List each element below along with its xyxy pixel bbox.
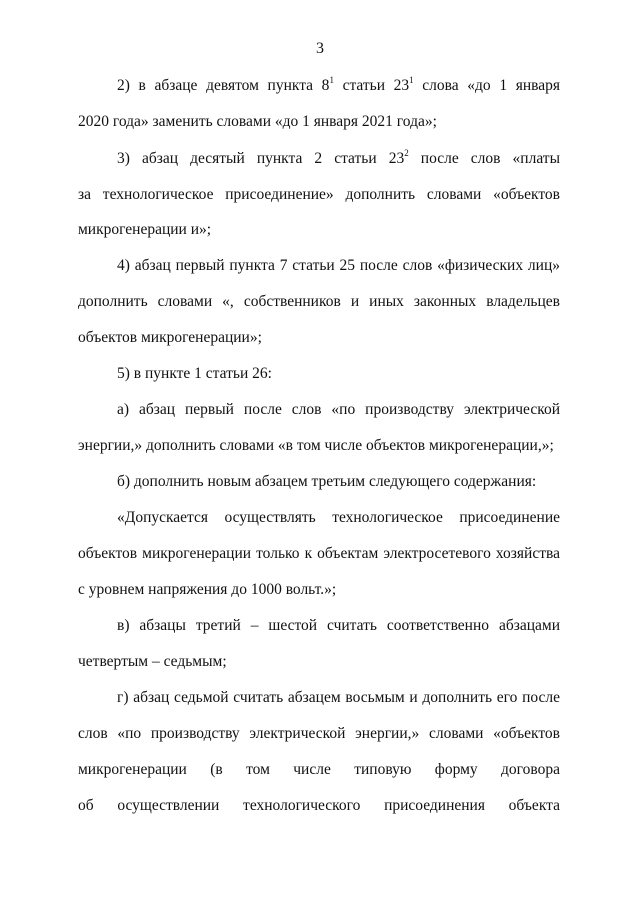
- text-line: дополнить словами «, собственников и иных законных владельцев: [78, 293, 560, 310]
- text-line: об осуществлении технологического присоединения объекта: [78, 797, 560, 814]
- text-line: 4) абзац первый пункта 7 статьи 25 после слов «физических лиц»: [117, 257, 560, 274]
- text-line: объектов микрогенерации только к объектам электросетевого хозяйства: [78, 545, 560, 562]
- text-line: а) абзац первый после слов «по производству электрической: [117, 401, 560, 418]
- text-line: четвертым – седьмым;: [78, 653, 227, 670]
- text-line: г) абзац седьмой считать абзацем восьмым и дополнить его после: [117, 689, 560, 706]
- text-line: 2) в абзаце девятом пункта $8^1$ статьи $23^1$ слова «до 1 января: [117, 76, 560, 94]
- text-line: объектов микрогенерации»;: [78, 329, 262, 346]
- text-line: слов «по производству электрической энергии,» словами «объектов: [78, 725, 560, 742]
- text-line: энергии,» дополнить словами «в том числе объектов микрогенерации,»;: [78, 437, 554, 454]
- text-line: б) дополнить новым абзацем третьим следующего содержания:: [117, 473, 537, 490]
- text-line: за технологическое присоединение» дополнить словами «объектов: [78, 186, 560, 203]
- text-line: в) абзацы третий – шестой считать соответственно абзацами: [117, 617, 560, 634]
- text-line: 2020 года» заменить словами «до 1 января 2021 года»;: [78, 113, 437, 130]
- text-line: 3) абзац десятый пункта 2 статьи $23^2$ после слов «платы: [117, 149, 560, 167]
- text-line: «Допускается осуществлять технологическое присоединение: [117, 509, 560, 526]
- text-line: с уровнем напряжения до 1000 вольт.»;: [78, 581, 337, 598]
- text-line: микрогенерации и»;: [78, 221, 212, 238]
- text-line: микрогенерации (в том числе типовую форму договора: [78, 761, 560, 778]
- text-line: 5) в пункте 1 статьи 26:: [117, 365, 272, 382]
- page-number: 3: [316, 40, 324, 57]
